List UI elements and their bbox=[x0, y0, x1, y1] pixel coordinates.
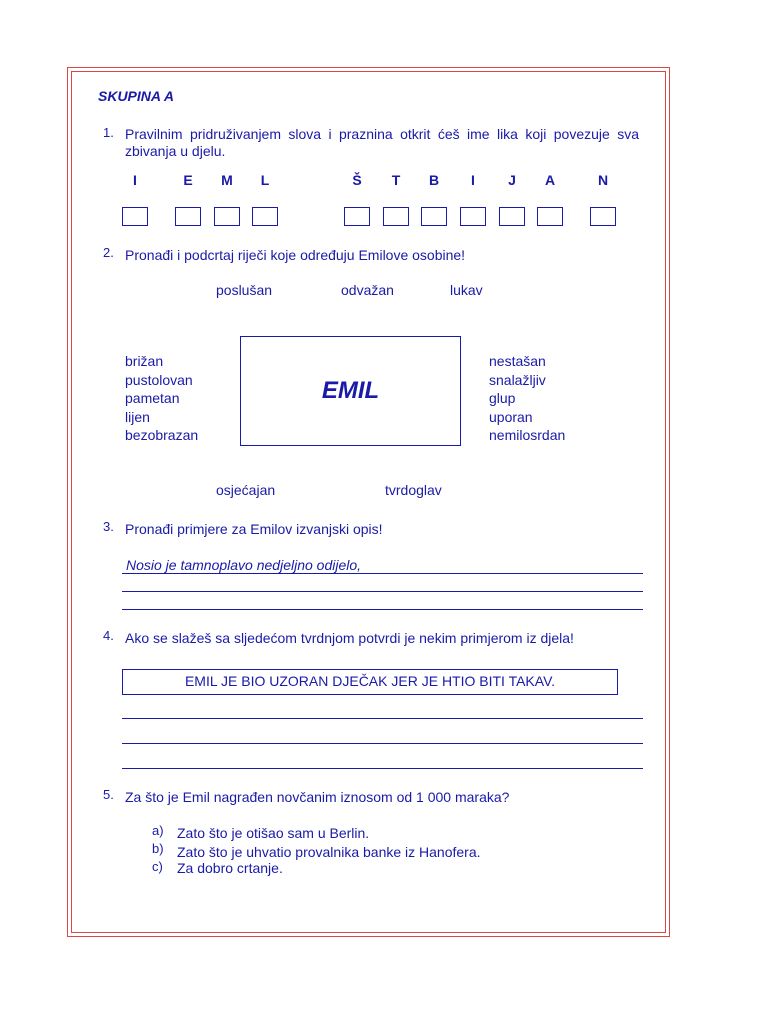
q3-number: 3. bbox=[103, 519, 114, 534]
q1-letter: T bbox=[391, 172, 401, 188]
trait-word[interactable]: osjećajan bbox=[216, 482, 276, 498]
answer-line[interactable] bbox=[122, 573, 643, 574]
q1-letter: A bbox=[544, 172, 556, 188]
q1-answer-box[interactable] bbox=[590, 207, 616, 226]
q1-answer-box[interactable] bbox=[122, 207, 148, 226]
trait-word[interactable]: tvrdoglav bbox=[385, 482, 442, 498]
answer-line[interactable] bbox=[122, 718, 643, 719]
q1-letter: B bbox=[428, 172, 440, 188]
q5-option-label: a) bbox=[152, 823, 164, 838]
q5-option-label: b) bbox=[152, 841, 164, 856]
answer-line[interactable] bbox=[122, 609, 643, 610]
trait-word[interactable]: pametan bbox=[125, 390, 180, 406]
trait-word[interactable]: poslušan bbox=[216, 282, 273, 298]
trait-word[interactable]: glup bbox=[489, 390, 516, 406]
q1-answer-box[interactable] bbox=[252, 207, 278, 226]
q5-text: Za što je Emil nagrađen novčanim iznosom od 1 000 maraka? bbox=[125, 789, 510, 805]
q1-answer-box[interactable] bbox=[421, 207, 447, 226]
q5-option-text[interactable]: Zato što je uhvatio provalnika banke iz Hanofera. bbox=[177, 844, 481, 860]
trait-word[interactable]: nemilosrdan bbox=[489, 427, 566, 443]
q1-letter: E bbox=[183, 172, 193, 188]
center-box bbox=[240, 336, 461, 446]
q4-text: Ako se slažeš sa sljedećom tvrdnjom potvrdi je nekim primjerom iz djela! bbox=[125, 630, 574, 646]
trait-word[interactable]: pustolovan bbox=[125, 372, 193, 388]
q1-letter: I bbox=[471, 172, 475, 188]
q1-answer-box[interactable] bbox=[175, 207, 201, 226]
q4-number: 4. bbox=[103, 628, 114, 643]
trait-word[interactable]: bezobrazan bbox=[125, 427, 199, 443]
q1-letter: J bbox=[508, 172, 516, 188]
q5-option-text[interactable]: Za dobro crtanje. bbox=[177, 860, 283, 876]
q3-text: Pronađi primjere za Emilov izvanjski opis! bbox=[125, 521, 383, 537]
center-name: EMIL bbox=[321, 377, 380, 404]
q1-answer-box[interactable] bbox=[499, 207, 525, 226]
q1-answer-box[interactable] bbox=[460, 207, 486, 226]
q4-statement-box: EMIL JE BIO UZORAN DJEČAK JER JE HTIO BITI TAKAV. bbox=[122, 669, 618, 695]
trait-word[interactable]: snalažljiv bbox=[489, 372, 546, 388]
q3-example-answer: Nosio je tamnoplavo nedjeljno odijelo, bbox=[126, 557, 362, 573]
answer-line[interactable] bbox=[122, 591, 643, 592]
trait-word[interactable]: uporan bbox=[489, 409, 533, 425]
trait-word[interactable]: brižan bbox=[125, 353, 164, 369]
q1-letter: L bbox=[260, 172, 270, 188]
q1-text: Pravilnim pridruživanjem slova i praznina otkrit ćeš ime lika koji povezuje sva zbivanja u djelu. bbox=[125, 126, 639, 159]
trait-word[interactable]: lukav bbox=[450, 282, 483, 298]
q2-number: 2. bbox=[103, 245, 114, 260]
q5-option-label: c) bbox=[152, 859, 163, 874]
trait-word[interactable]: nestašan bbox=[489, 353, 546, 369]
trait-word[interactable]: lijen bbox=[125, 409, 150, 425]
q5-number: 5. bbox=[103, 787, 114, 802]
q1-number: 1. bbox=[103, 125, 114, 140]
q1-answer-box[interactable] bbox=[537, 207, 563, 226]
q1-answer-box[interactable] bbox=[383, 207, 409, 226]
q5-option-text[interactable]: Zato što je otišao sam u Berlin. bbox=[177, 825, 370, 841]
q2-text: Pronađi i podcrtaj riječi koje određuju Emilove osobine! bbox=[125, 247, 466, 263]
q1-letter: I bbox=[133, 172, 137, 188]
q1-letter: M bbox=[221, 172, 233, 188]
q1-letter: Š bbox=[352, 172, 362, 188]
section-heading: SKUPINA A bbox=[98, 88, 174, 104]
answer-line[interactable] bbox=[122, 768, 643, 769]
answer-line[interactable] bbox=[122, 743, 643, 744]
q1-answer-box[interactable] bbox=[344, 207, 370, 226]
trait-word[interactable]: odvažan bbox=[341, 282, 394, 298]
q1-answer-box[interactable] bbox=[214, 207, 240, 226]
q1-letter: N bbox=[597, 172, 609, 188]
